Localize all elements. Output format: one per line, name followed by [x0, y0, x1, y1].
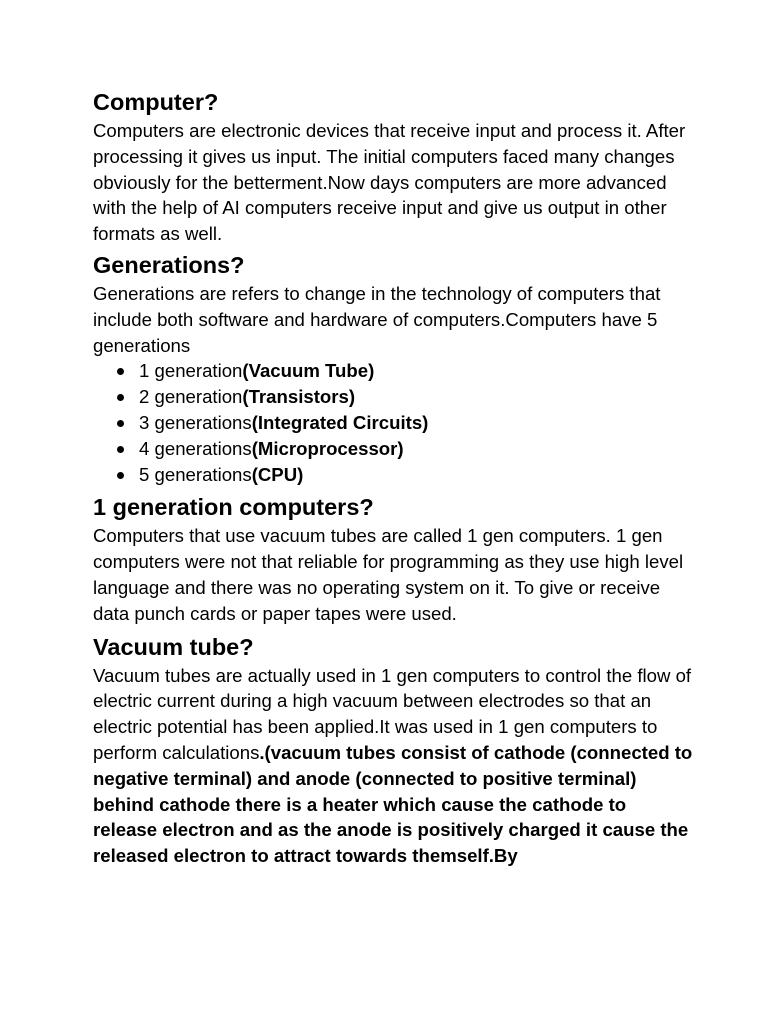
- list-item-label: 3 generations: [139, 411, 252, 433]
- list-item-detail: (Transistors): [242, 386, 356, 408]
- heading-generations: Generations?: [93, 251, 245, 278]
- paragraph-first-generation: Computers that use vacuum tubes are called 1 gen computers. 1 gen computers were not that reliable for programming as they use high level language and there was no operating system on it. To give or receive data punch cards or paper tapes were used.: [93, 525, 684, 624]
- list-item: [93, 358, 693, 384]
- list-item-detail: (CPU): [251, 463, 304, 485]
- heading-vacuum-tube: Vacuum tube?: [93, 633, 254, 660]
- list-item: [93, 436, 693, 462]
- paragraph-computer: Computers are electronic devices that receive input and process it. After processing it gives us input. The initial computers faced many changes obviously for the betterment.Now days computers are more advanced with the help of AI computers receive input and give us output in other formats as well.: [93, 120, 686, 245]
- list-item-label: 5 generations: [139, 463, 252, 485]
- section-computer: [93, 86, 693, 247]
- list-item-label: 4 generations: [139, 437, 252, 459]
- list-item-label: 1 generation: [139, 360, 243, 382]
- section-vacuum-tube: [93, 631, 693, 869]
- document-page: [93, 86, 693, 869]
- list-item-detail: (Integrated Circuits): [251, 411, 429, 433]
- paragraph-vacuum-tube-bold: .(vacuum tubes consist of cathode (connected to negative terminal) and anode (connected to positive terminal) behind cathode there is a heater which cause the cathode to release electron and as the anode is positively charged it cause the released electron to attract towards themself.By: [93, 741, 693, 867]
- list-item-detail: (Microprocessor): [251, 437, 404, 459]
- paragraph-generations: Generations are refers to change in the technology of computers that include both software and hardware of computers.Computers have 5 generations: [93, 282, 661, 356]
- heading-computer: Computer?: [93, 89, 219, 115]
- paragraph-vacuum-tube: [93, 663, 693, 869]
- section-first-generation: [93, 491, 693, 626]
- list-item-detail: (Vacuum Tube): [242, 360, 375, 382]
- list-item-label: 2 generation: [139, 386, 243, 408]
- list-item: [93, 410, 693, 436]
- paragraph-vacuum-tube-text: Vacuum tubes are actually used in 1 gen computers to control the flow of electric current during a high vacuum between electrodes so that an electric potential has been applied.It was used in 1 gen computers to perform calculations: [93, 664, 692, 763]
- generations-list: [93, 358, 693, 487]
- heading-first-generation: 1 generation computers?: [93, 494, 374, 521]
- list-item: [93, 384, 693, 410]
- list-item: [93, 462, 693, 488]
- section-generations: [93, 249, 693, 487]
